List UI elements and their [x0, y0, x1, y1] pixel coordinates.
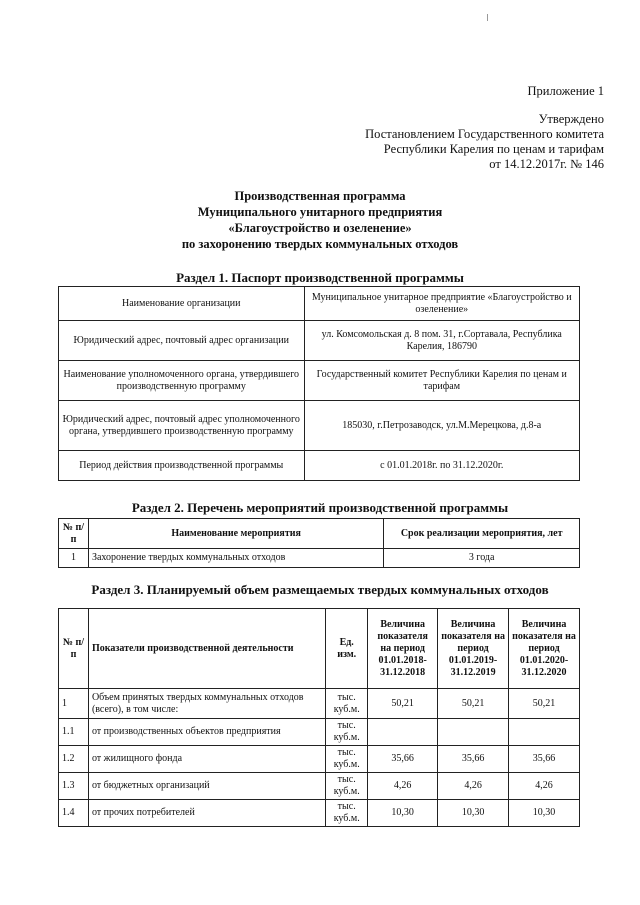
- approval-line-1: Постановлением Государственного комитета: [365, 127, 604, 141]
- table-row: [59, 451, 580, 481]
- volume-table: [58, 608, 580, 827]
- row-unit: тыс. куб.м.: [326, 800, 368, 827]
- table-header-row: [59, 519, 580, 549]
- row-num: 1: [59, 549, 89, 568]
- passport-label: Наименование организации: [59, 287, 305, 321]
- row-value-2020: 10,30: [509, 800, 580, 827]
- passport-value: ул. Комсомольская д. 8 пом. 31, г.Сортавала, Республика Карелия, 186790: [304, 321, 579, 361]
- row-unit: тыс. куб.м.: [326, 719, 368, 746]
- row-value-2019: 35,66: [438, 746, 509, 773]
- table-header-row: [59, 609, 580, 689]
- table-row: [59, 800, 580, 827]
- table-row: [59, 321, 580, 361]
- col-num-header: № п/п: [59, 519, 89, 549]
- table-row: [59, 689, 580, 719]
- row-indicator: от жилищного фонда: [88, 746, 325, 773]
- row-value-2020: 4,26: [509, 773, 580, 800]
- row-value-2019: 50,21: [438, 689, 509, 719]
- section2-heading: Раздел 2. Перечень мероприятий производственной программы: [131, 500, 509, 515]
- passport-value: Государственный комитет Республики Карелия по ценам и тарифам: [304, 361, 579, 401]
- row-value-2018: [368, 719, 438, 746]
- passport-label: Юридический адрес, почтовый адрес уполномоченного органа, утвердившего производственную программу: [59, 401, 305, 451]
- passport-label: Наименование уполномоченного органа, утвердившего производственную программу: [59, 361, 305, 401]
- row-num: 1.4: [59, 800, 89, 827]
- approval-line-2: Республики Карелия по ценам и тарифам: [383, 142, 604, 156]
- row-value-2018: 4,26: [368, 773, 438, 800]
- row-unit: тыс. куб.м.: [326, 689, 368, 719]
- col-num-header: № п/п: [59, 609, 89, 689]
- approval-line-3: от 14.12.2017г. № 146: [489, 157, 604, 171]
- scan-mark: [487, 14, 488, 21]
- row-value-2020: [509, 719, 580, 746]
- row-unit: тыс. куб.м.: [326, 773, 368, 800]
- row-value-2018: 50,21: [368, 689, 438, 719]
- row-value-2019: 4,26: [438, 773, 509, 800]
- table-row: [59, 361, 580, 401]
- row-indicator: от прочих потребителей: [88, 800, 325, 827]
- row-num: 1.2: [59, 746, 89, 773]
- row-num: 1.1: [59, 719, 89, 746]
- col-period-2019-header: Величина показателя на период 01.01.2019-31.12.2019: [438, 609, 509, 689]
- passport-table: [58, 286, 580, 481]
- section3-heading: Раздел 3. Планируемый объем размещаемых твердых коммунальных отходов: [91, 582, 549, 597]
- passport-value: 185030, г.Петрозаводск, ул.М.Мерецкова, д.8-а: [304, 401, 579, 451]
- title-line-2: Муниципального унитарного предприятия: [197, 205, 443, 219]
- row-term: 3 года: [384, 549, 580, 568]
- passport-value: с 01.01.2018г. по 31.12.2020г.: [304, 451, 579, 481]
- table-row: [59, 549, 580, 568]
- table-row: [59, 746, 580, 773]
- row-num: 1.3: [59, 773, 89, 800]
- row-value-2019: 10,30: [438, 800, 509, 827]
- section1-heading: Раздел 1. Паспорт производственной программы: [176, 270, 464, 285]
- row-value-2018: 10,30: [368, 800, 438, 827]
- appendix-label: Приложение 1: [527, 84, 604, 98]
- row-name: Захоронение твердых коммунальных отходов: [88, 549, 383, 568]
- title-line-4: по захоронению твердых коммунальных отходов: [181, 237, 459, 251]
- table-row: [59, 287, 580, 321]
- row-value-2020: 50,21: [509, 689, 580, 719]
- col-term-header: Срок реализации мероприятия, лет: [384, 519, 580, 549]
- table-row: [59, 719, 580, 746]
- row-value-2018: 35,66: [368, 746, 438, 773]
- title-line-3: «Благоустройство и озеленение»: [228, 221, 412, 235]
- row-indicator: от бюджетных организаций: [88, 773, 325, 800]
- col-name-header: Наименование мероприятия: [88, 519, 383, 549]
- row-num: 1: [59, 689, 89, 719]
- title-line-1: Производственная программа: [234, 189, 406, 203]
- passport-label: Период действия производственной программы: [59, 451, 305, 481]
- row-value-2020: 35,66: [509, 746, 580, 773]
- col-unit-header: Ед. изм.: [326, 609, 368, 689]
- approved-label: Утверждено: [538, 112, 604, 126]
- row-unit: тыс. куб.м.: [326, 746, 368, 773]
- passport-label: Юридический адрес, почтовый адрес организации: [59, 321, 305, 361]
- activities-table: [58, 518, 580, 568]
- col-period-2018-header: Величина показателя на период 01.01.2018-31.12.2018: [368, 609, 438, 689]
- col-indicator-header: Показатели производственной деятельности: [88, 609, 325, 689]
- table-row: [59, 773, 580, 800]
- table-row: [59, 401, 580, 451]
- row-value-2019: [438, 719, 509, 746]
- passport-value: Муниципальное унитарное предприятие «Благоустройство и озеленение»: [304, 287, 579, 321]
- col-period-2020-header: Величина показателя на период 01.01.2020-31.12.2020: [509, 609, 580, 689]
- row-indicator: от производственных объектов предприятия: [88, 719, 325, 746]
- row-indicator: Объем принятых твердых коммунальных отходов (всего), в том числе:: [88, 689, 325, 719]
